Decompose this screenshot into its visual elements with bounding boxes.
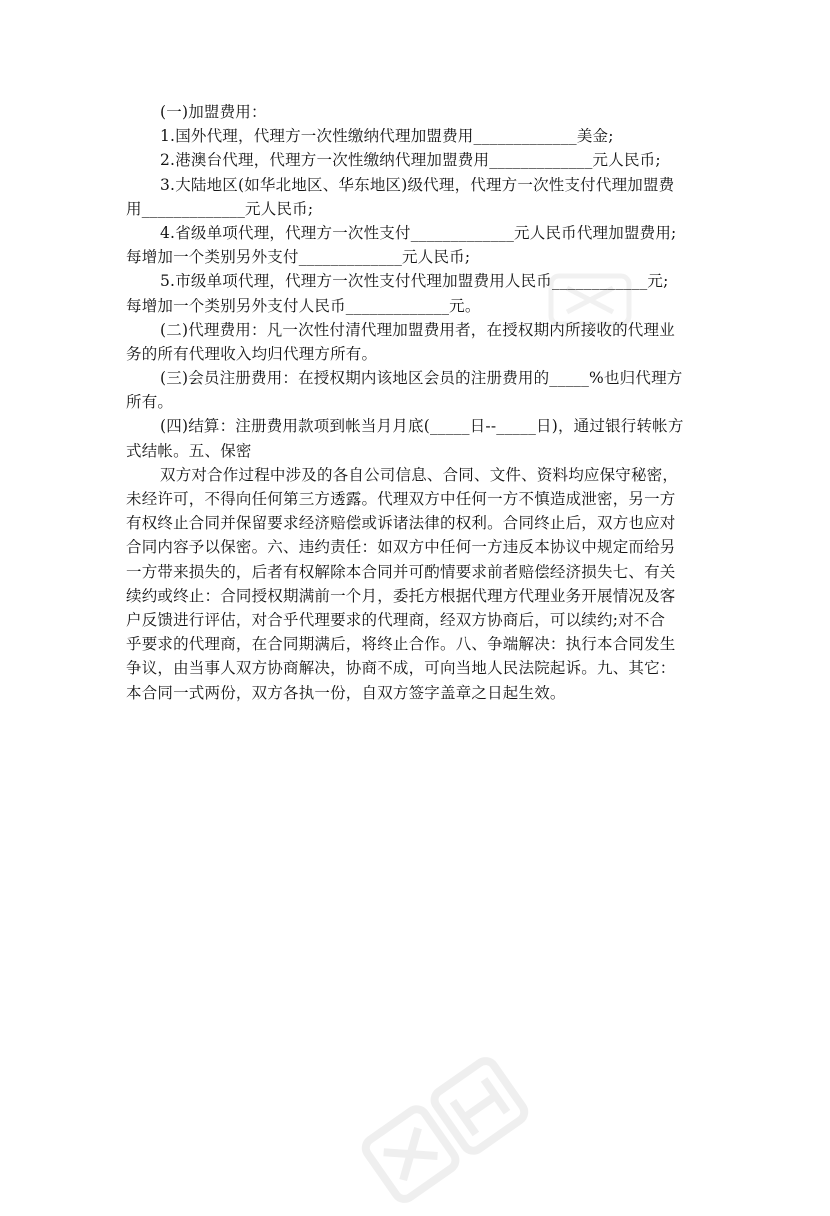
text-line: 4.省级单项代理，代理方一次性支付_____________元人民币代理加盟费用; bbox=[160, 223, 677, 242]
text-line: 本合同一式两份，双方各执一份，自双方签字盖章之日起生效。 bbox=[126, 683, 566, 702]
text-line: 2.港澳台代理，代理方一次性缴纳代理加盟费用_____________元人民币; bbox=[160, 151, 661, 170]
text-line: 争议，由当事人双方协商解决，协商不成，可向当地人民法院起诉。九、其它： bbox=[126, 659, 676, 678]
text-line: 续约或终止：合同授权期满前一个月，委托方根据代理方代理业务开展情况及客 bbox=[126, 586, 676, 605]
text-line: 所有。 bbox=[126, 393, 174, 412]
text-line: 1.国外代理，代理方一次性缴纳代理加盟费用_____________美金; bbox=[160, 127, 614, 146]
text-line: 式结帐。五、保密 bbox=[126, 441, 252, 460]
text-line: 每增加一个类别另外支付_____________元人民币; bbox=[126, 248, 471, 267]
text-line: 未经许可，不得向任何第三方透露。代理双方中任何一方不慎造成泄密，另一方 bbox=[126, 490, 676, 508]
text-line: 每增加一个类别另外支付人民币_____________元。 bbox=[126, 296, 481, 315]
text-line: 有权终止合同并保留要求经济赔偿或诉诸法律的权利。合同终止后，双方也应对 bbox=[126, 514, 676, 533]
text-line: 合同内容予以保密。六、违约责任：如双方中任何一方违反本协议中规定而给另 bbox=[126, 538, 676, 557]
section-heading-settlement: (四)结算：注册费用款项到帐当月月底(_____日--_____日)，通过银行转帐方 bbox=[160, 417, 684, 436]
document-body bbox=[126, 100, 706, 705]
text-line: 务的所有代理收入均归代理方所有。 bbox=[126, 344, 378, 363]
text-line: 一方带来损失的，后者有权解除本合同并可酌情要求前者赔偿经济损失七、有关 bbox=[126, 562, 676, 581]
text-line: 用_____________元人民币; bbox=[126, 199, 314, 218]
text-line: 5.市级单项代理，代理方一次性支付代理加盟费用人民币____________元; bbox=[160, 272, 669, 291]
watermark-mark-faint bbox=[545, 270, 635, 330]
text-line: 乎要求的代理商，在合同期满后，将终止合作。八、争端解决：执行本合同发生 bbox=[126, 635, 676, 654]
watermark-mark bbox=[350, 1044, 541, 1215]
section-heading-franchise-fee: (一)加盟费用： bbox=[160, 103, 267, 121]
text-line: 3.大陆地区(如华北地区、华东地区)级代理，代理方一次性支付代理加盟费 bbox=[160, 175, 675, 194]
section-heading-agency-fee: (二)代理费用：凡一次性付清代理加盟费用者，在授权期内所接收的代理业 bbox=[160, 320, 675, 339]
text-line: 双方对合作过程中涉及的各自公司信息、合同、文件、资料均应保守秘密， bbox=[160, 465, 679, 484]
text-line: 户反馈进行评估，对合乎代理要求的代理商，经双方协商后，可以续约;对不合 bbox=[126, 610, 666, 629]
section-heading-member-fee: (三)会员注册费用：在授权期内该地区会员的注册费用的_____%也归代理方 bbox=[160, 369, 683, 388]
